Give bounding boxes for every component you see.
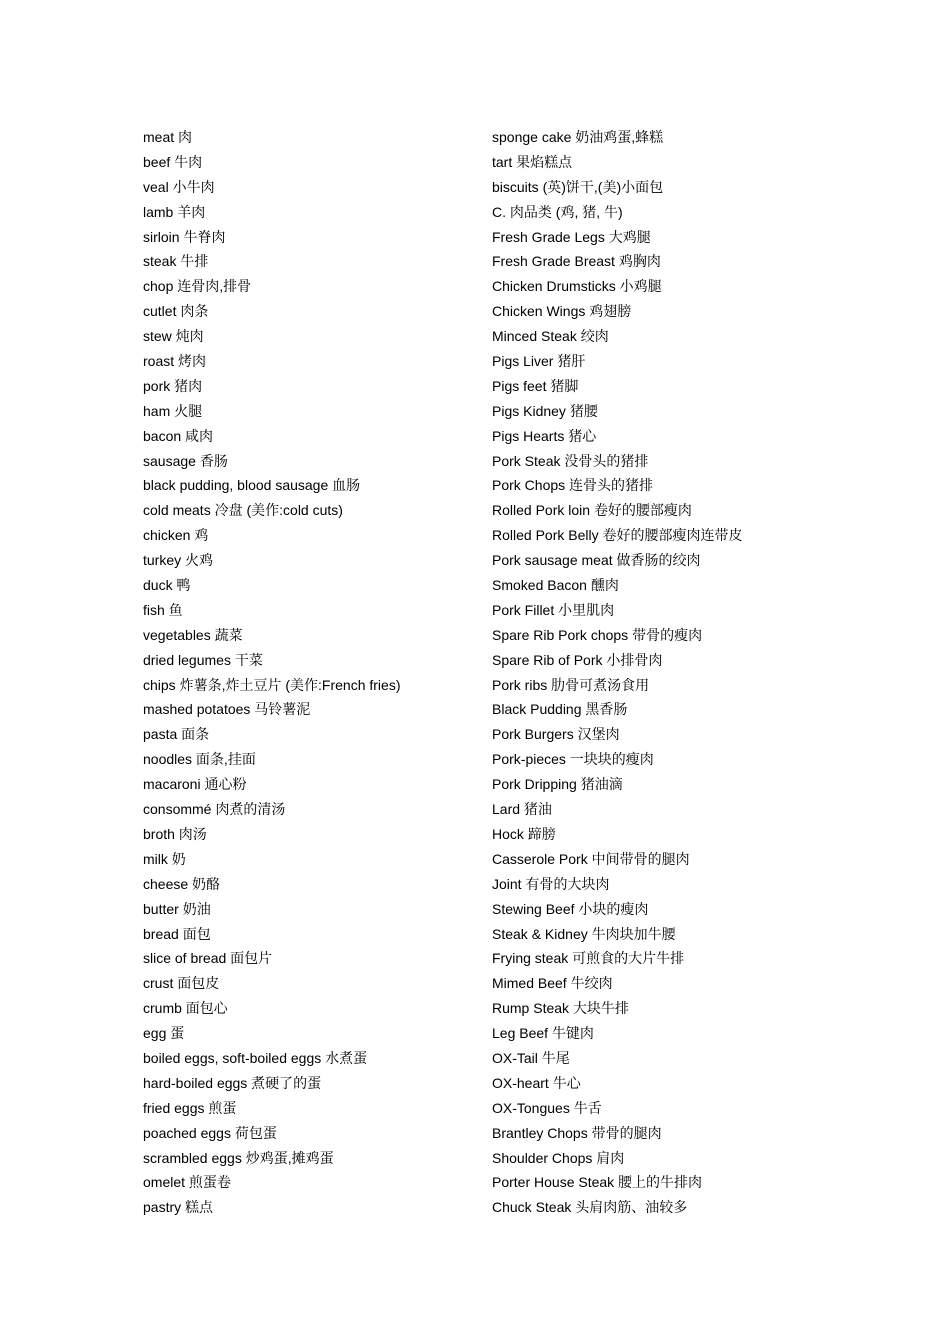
vocabulary-entry: butter 奶油 bbox=[143, 900, 211, 917]
vocabulary-entry: Pigs Hearts 猪心 bbox=[492, 427, 597, 444]
vocabulary-entry: biscuits (英)饼干,(美)小面包 bbox=[492, 178, 664, 195]
vocabulary-entry: cutlet 肉条 bbox=[143, 303, 209, 320]
vocabulary-entry: Pork ribs 肋骨可煮汤食用 bbox=[492, 676, 650, 693]
vocabulary-entry: macaroni 通心粉 bbox=[143, 776, 247, 793]
vocabulary-entry: broth 肉汤 bbox=[143, 825, 207, 842]
vocabulary-entry: sirloin 牛脊肉 bbox=[143, 228, 226, 245]
vocabulary-entry: Steak & Kidney 牛肉块加牛腰 bbox=[492, 925, 676, 942]
vocabulary-entry: OX-Tail 牛尾 bbox=[492, 1049, 570, 1066]
vocabulary-entry: Pork Burgers 汉堡肉 bbox=[492, 726, 620, 743]
vocabulary-entry: Leg Beef 牛键肉 bbox=[492, 1025, 594, 1042]
vocabulary-entry: Rump Steak 大块牛排 bbox=[492, 1000, 629, 1017]
vocabulary-entry: beef 牛肉 bbox=[143, 153, 203, 170]
vocabulary-entry: fish 鱼 bbox=[143, 601, 183, 618]
vocabulary-entry: Chuck Steak 头肩肉筋、油较多 bbox=[492, 1199, 688, 1216]
vocabulary-entry: lamb 羊肉 bbox=[143, 203, 206, 220]
vocabulary-entry: veal 小牛肉 bbox=[143, 178, 215, 195]
vocabulary-entry: mashed potatoes 马铃薯泥 bbox=[143, 701, 311, 718]
vocabulary-entry: consommé 肉煮的清汤 bbox=[143, 801, 286, 818]
vocabulary-entry: crust 面包皮 bbox=[143, 975, 220, 992]
vocabulary-entry: Pigs Liver 猪肝 bbox=[492, 353, 586, 370]
vocabulary-entry: crumb 面包心 bbox=[143, 1000, 228, 1017]
vocabulary-entry: pastry 糕点 bbox=[143, 1199, 214, 1216]
vocabulary-entry: scrambled eggs 炒鸡蛋,摊鸡蛋 bbox=[143, 1149, 334, 1166]
vocabulary-entry: slice of bread 面包片 bbox=[143, 950, 273, 967]
vocabulary-entry: Smoked Bacon 醺肉 bbox=[492, 577, 619, 594]
vocabulary-entry: Stewing Beef 小块的瘦肉 bbox=[492, 900, 649, 917]
vocabulary-entry: turkey 火鸡 bbox=[143, 552, 214, 569]
vocabulary-entry: bacon 咸肉 bbox=[143, 427, 214, 444]
vocabulary-entry: boiled eggs, soft-boiled eggs 水煮蛋 bbox=[143, 1049, 368, 1066]
vocabulary-entry: steak 牛排 bbox=[143, 253, 209, 270]
vocabulary-entry: fried eggs 煎蛋 bbox=[143, 1099, 237, 1116]
vocabulary-entry: ham 火腿 bbox=[143, 402, 203, 419]
vocabulary-entry: Black Pudding 黑香肠 bbox=[492, 701, 628, 718]
vocabulary-entry: Rolled Pork loin 卷好的腰部瘦肉 bbox=[492, 502, 692, 519]
vocabulary-entry: Porter House Steak 腰上的牛排肉 bbox=[492, 1174, 703, 1191]
vocabulary-entry: Brantley Chops 带骨的腿肉 bbox=[492, 1124, 662, 1141]
vocabulary-entry: cheese 奶酪 bbox=[143, 875, 221, 892]
vocabulary-entry: stew 炖肉 bbox=[143, 328, 204, 345]
vocabulary-entry: Pork Steak 没骨头的猪排 bbox=[492, 452, 649, 469]
vocabulary-entry: Joint 有骨的大块肉 bbox=[492, 875, 610, 892]
vocabulary-entry: hard-boiled eggs 煮硬了的蛋 bbox=[143, 1074, 322, 1091]
vocabulary-entry: OX-heart 牛心 bbox=[492, 1074, 581, 1091]
vocabulary-entry: dried legumes 干菜 bbox=[143, 651, 263, 668]
vocabulary-entry: Frying steak 可煎食的大片牛排 bbox=[492, 950, 685, 967]
vocabulary-entry: Lard 猪油 bbox=[492, 801, 552, 818]
vocabulary-entry: Fresh Grade Breast 鸡胸肉 bbox=[492, 253, 661, 270]
vocabulary-entry: pork 猪肉 bbox=[143, 377, 203, 394]
vocabulary-entry: noodles 面条,挂面 bbox=[143, 751, 256, 768]
vocabulary-entry: roast 烤肉 bbox=[143, 353, 207, 370]
vocabulary-entry: Minced Steak 绞肉 bbox=[492, 328, 609, 345]
vocabulary-entry: omelet 煎蛋卷 bbox=[143, 1174, 231, 1191]
vocabulary-list-left bbox=[143, 125, 473, 1220]
vocabulary-entry: Rolled Pork Belly 卷好的腰部瘦肉连带皮 bbox=[492, 527, 743, 544]
vocabulary-entry: Pork-pieces 一块块的瘦肉 bbox=[492, 751, 654, 768]
vocabulary-entry: Casserole Pork 中间带骨的腿肉 bbox=[492, 850, 690, 867]
vocabulary-entry: OX-Tongues 牛舌 bbox=[492, 1099, 602, 1116]
vocabulary-entry: duck 鸭 bbox=[143, 577, 191, 594]
vocabulary-entry: Hock 蹄膀 bbox=[492, 825, 556, 842]
vocabulary-entry: Pigs Kidney 猪腰 bbox=[492, 402, 598, 419]
vocabulary-entry: Pork Fillet 小里肌肉 bbox=[492, 601, 615, 618]
vocabulary-entry: Chicken Drumsticks 小鸡腿 bbox=[492, 278, 662, 295]
vocabulary-entry: tart 果焰糕点 bbox=[492, 153, 573, 170]
vocabulary-entry: egg 蛋 bbox=[143, 1025, 185, 1042]
vocabulary-entry: Chicken Wings 鸡翅膀 bbox=[492, 303, 632, 320]
vocabulary-entry: Mimed Beef 牛绞肉 bbox=[492, 975, 613, 992]
vocabulary-entry: sponge cake 奶油鸡蛋,蜂糕 bbox=[492, 129, 664, 145]
vocabulary-entry: meat 肉 bbox=[143, 129, 193, 145]
vocabulary-entry: Pork sausage meat 做香肠的绞肉 bbox=[492, 552, 701, 569]
vocabulary-entry: poached eggs 荷包蛋 bbox=[143, 1124, 277, 1141]
vocabulary-entry: vegetables 蔬菜 bbox=[143, 626, 243, 643]
vocabulary-entry: Pork Chops 连骨头的猪排 bbox=[492, 477, 654, 494]
vocabulary-entry: black pudding, blood sausage 血肠 bbox=[143, 477, 361, 494]
vocabulary-entry: Spare Rib Pork chops 带骨的瘦肉 bbox=[492, 626, 703, 643]
vocabulary-entry: Pork Dripping 猪油滴 bbox=[492, 776, 623, 793]
vocabulary-entry: bread 面包 bbox=[143, 925, 211, 942]
vocabulary-entry: Shoulder Chops 肩肉 bbox=[492, 1149, 625, 1166]
vocabulary-entry: chicken 鸡 bbox=[143, 527, 209, 544]
vocabulary-entry: C. 肉品类 (鸡, 猪, 牛) bbox=[492, 203, 623, 220]
vocabulary-entry: sausage 香肠 bbox=[143, 452, 228, 469]
vocabulary-entry: Fresh Grade Legs 大鸡腿 bbox=[492, 228, 651, 245]
vocabulary-entry: Pigs feet 猪脚 bbox=[492, 377, 579, 394]
vocabulary-entry: pasta 面条 bbox=[143, 726, 210, 743]
vocabulary-entry: chop 连骨肉,排骨 bbox=[143, 278, 252, 295]
vocabulary-entry: Spare Rib of Pork 小排骨肉 bbox=[492, 651, 663, 668]
vocabulary-entry: milk 奶 bbox=[143, 850, 186, 867]
vocabulary-list-right bbox=[492, 125, 822, 1220]
vocabulary-entry: cold meats 冷盘 (美作:cold cuts) bbox=[143, 502, 343, 519]
vocabulary-entry: chips 炸薯条,炸土豆片 (美作:French fries) bbox=[143, 676, 401, 693]
